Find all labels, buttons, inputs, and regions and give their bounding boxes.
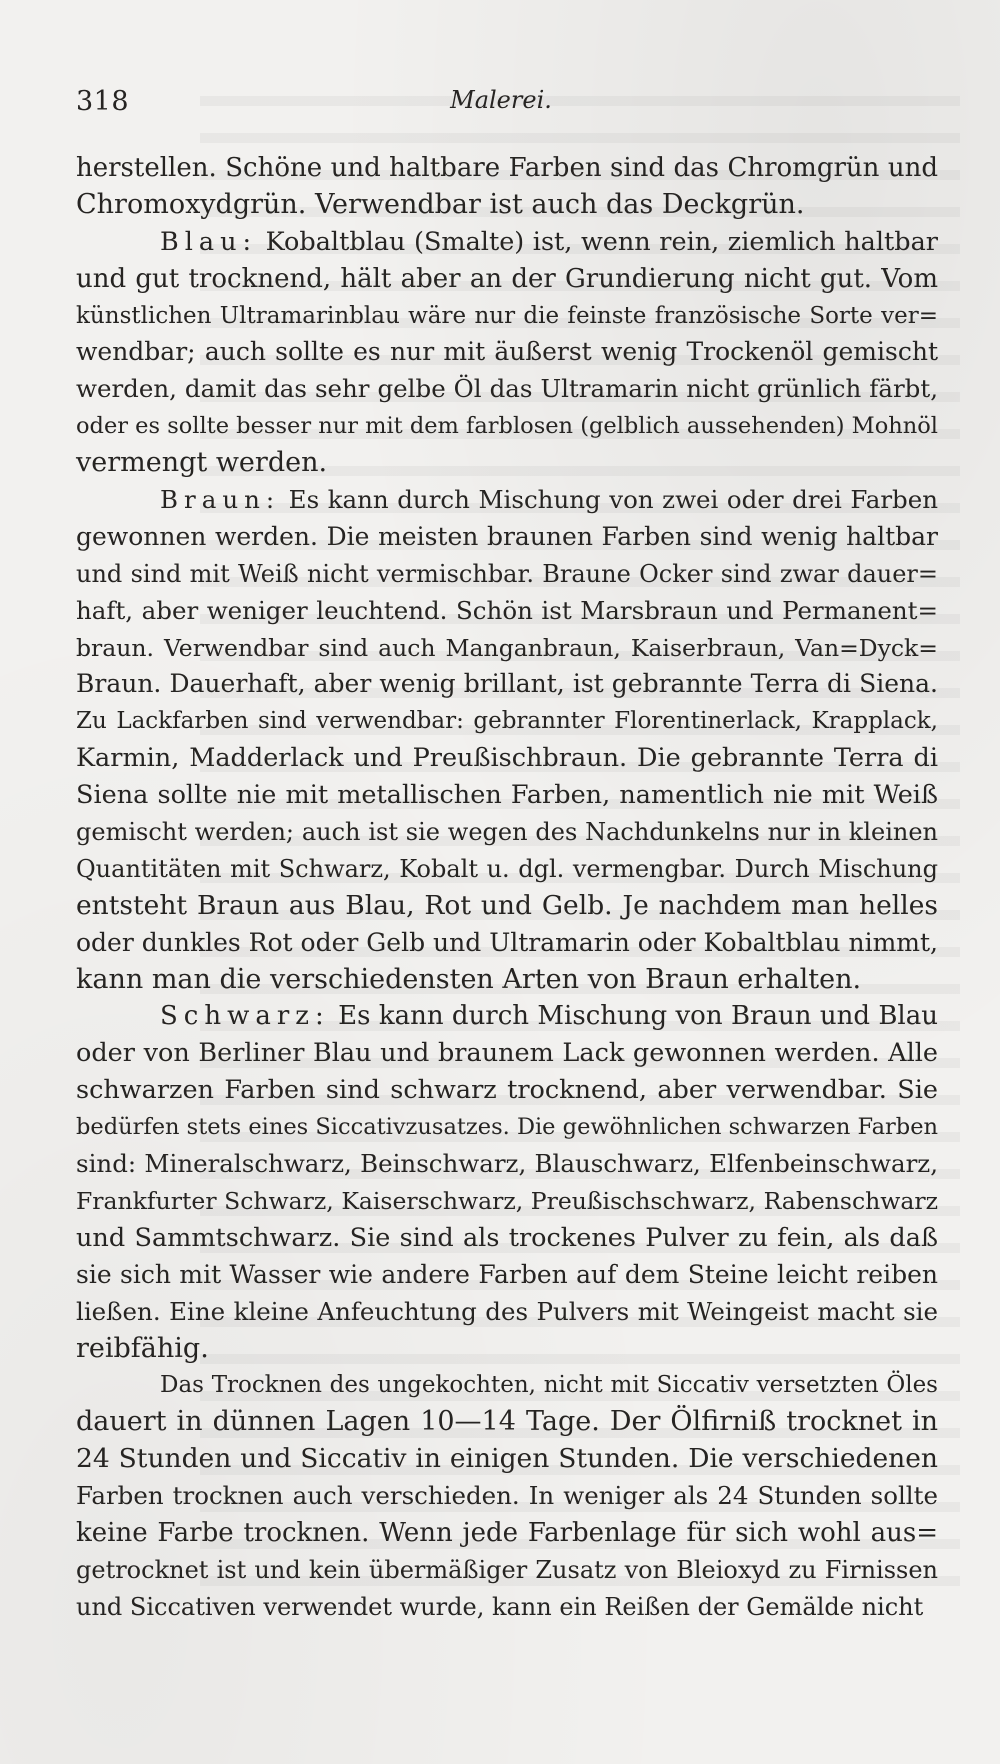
text-line <box>76 1220 938 1257</box>
line-text: Quantitäten mit Schwarz, Kobalt u. dgl. vermengbar. Durch Mischung <box>76 854 938 883</box>
line-text: gewonnen werden. Die meisten braunen Farben sind wenig haltbar <box>76 521 938 551</box>
line-text: kann man die verschiedensten Arten von Braun erhalten. <box>76 963 862 995</box>
paragraph <box>76 998 938 1367</box>
line-text: Farben trocknen auch verschieden. In weniger als 24 Stunden sollte <box>76 1481 938 1511</box>
text-line <box>76 851 938 888</box>
line-text: Es kann durch Mischung von Braun und Blau <box>329 1001 938 1032</box>
text-line <box>76 1515 938 1552</box>
text-line <box>76 334 938 371</box>
line-text: Braun. Dauerhaft, aber wenig brillant, ist gebrannte Terra di Siena. <box>76 669 938 699</box>
page-header <box>76 86 926 122</box>
text-line <box>76 556 938 593</box>
paragraph <box>76 1367 938 1625</box>
line-text: dauert in dünnen Lagen 10—14 Tage. Der Ölfirniß trocknet in <box>76 1406 938 1438</box>
text-line <box>76 1441 938 1478</box>
line-text: künstlichen Ultramarinblau wäre nur die feinste französische Sorte ver= <box>76 302 938 329</box>
page-number: 318 <box>76 86 130 117</box>
line-text: Frankfurter Schwarz, Kaiserschwarz, Preußischschwarz, Rabenschwarz <box>76 1186 938 1215</box>
line-text: oder dunkles Rot oder Gelb und Ultramarin oder Kobaltblau nimmt, <box>76 927 938 957</box>
line-text: reibfähig. <box>76 1332 209 1364</box>
text-line <box>76 150 938 187</box>
text-line <box>76 814 938 851</box>
text-line <box>76 482 938 519</box>
text-line <box>76 703 938 740</box>
text-line <box>76 1294 938 1331</box>
line-text: braun. Verwendbar sind auch Manganbraun, Kaiserbraun, Van=Dyck= <box>76 633 938 662</box>
text-line <box>76 1589 938 1626</box>
line-text: keine Farbe trocknen. Wenn jede Farbenlage für sich wohl aus= <box>76 1517 938 1548</box>
text-line <box>76 1478 938 1515</box>
text-line <box>76 1331 938 1368</box>
line-text: wendbar; auch sollte es nur mit äußerst wenig Trockenöl gemischt <box>76 337 938 367</box>
line-text: sind: Mineralschwarz, Beinschwarz, Blauschwarz, Elfenbeinschwarz, <box>76 1149 938 1179</box>
line-text: und sind mit Weiß nicht vermischbar. Braune Ocker sind zwar dauer= <box>76 559 938 588</box>
line-text: herstellen. Schöne und haltbare Farben sind das Chromgrün und <box>76 153 938 183</box>
text-line <box>76 1072 938 1109</box>
running-title: Malerei. <box>450 86 552 114</box>
line-text: Karmin, Madderlack und Preußischbraun. Die gebrannte Terra di <box>76 743 938 774</box>
line-text: werden, damit das sehr gelbe Öl das Ultramarin nicht grünlich färbt, <box>76 374 938 404</box>
line-text: oder es sollte besser nur mit dem farblosen (gelblich aussehenden) Mohnöl <box>76 413 938 440</box>
line-text: 24 Stunden und Siccativ in einigen Stunden. Die verschiedenen <box>76 1443 938 1475</box>
text-line <box>76 1367 938 1404</box>
text-line <box>76 925 938 962</box>
line-text: entsteht Braun aus Blau, Rot und Gelb. Je nachdem man helles <box>76 889 938 921</box>
text-line <box>76 1404 938 1441</box>
line-text: getrocknet ist und kein übermäßiger Zusatz von Bleioxyd zu Firnissen <box>76 1555 938 1584</box>
line-text: und gut trocknend, hält aber an der Grundierung nicht gut. Vom <box>76 263 938 294</box>
line-text: und Siccativen verwendet wurde, kann ein Reißen der Gemälde nicht <box>76 1592 924 1621</box>
text-line <box>76 298 938 335</box>
text-line <box>76 1035 938 1072</box>
text-line <box>76 888 938 925</box>
line-text: vermengt werden. <box>76 447 328 479</box>
line-text: haft, aber weniger leuchtend. Schön ist Marsbraun und Permanent= <box>76 595 938 625</box>
paragraph <box>76 150 938 224</box>
text-line <box>76 630 938 667</box>
text-line <box>76 408 938 445</box>
text-line <box>76 740 938 777</box>
line-text: ließen. Eine kleine Anfeuchtung des Pulvers mit Weingeist macht sie <box>76 1296 938 1326</box>
text-line <box>76 519 938 556</box>
text-line <box>76 998 938 1035</box>
line-text: Es kann durch Mischung von zwei oder drei Farben <box>280 485 938 515</box>
text-line <box>76 1146 938 1183</box>
text-line <box>76 777 938 814</box>
line-text: oder von Berliner Blau und braunem Lack gewonnen werden. Alle <box>76 1038 938 1069</box>
line-text: sie sich mit Wasser wie andere Farben auf dem Steine leicht reiben <box>76 1259 938 1289</box>
section-lead-term: Blau: <box>160 226 258 257</box>
text-line <box>76 261 938 298</box>
body-text <box>76 150 938 1626</box>
section-lead-term: Schwarz: <box>160 1001 330 1032</box>
text-line <box>76 371 938 408</box>
line-text: Zu Lackfarben sind verwendbar: gebrannter Florentinerlack, Krapplack, <box>76 708 938 735</box>
line-text: Chromoxydgrün. Verwendbar ist auch das Deckgrün. <box>76 188 805 220</box>
line-text: gemischt werden; auch ist sie wegen des Nachdunkelns nur in kleinen <box>76 818 938 847</box>
section-lead-term: Braun: <box>160 485 281 515</box>
line-text: bedürfen stets eines Siccativzusatzes. Die gewöhnlichen schwarzen Farben <box>76 1114 938 1141</box>
text-line <box>76 1552 938 1589</box>
text-line <box>76 962 938 999</box>
text-line <box>76 1109 938 1146</box>
line-text: Kobaltblau (Smalte) ist, wenn rein, ziemlich haltbar <box>257 226 938 257</box>
text-line <box>76 666 938 703</box>
line-text: und Sammtschwarz. Sie sind als trockenes Pulver zu fein, als daß <box>76 1222 938 1253</box>
line-text: schwarzen Farben sind schwarz trocknend, aber verwendbar. Sie <box>76 1075 938 1106</box>
text-line <box>76 1257 938 1294</box>
paragraph <box>76 224 938 482</box>
text-line <box>76 1183 938 1220</box>
line-text: Siena sollte nie mit metallischen Farben, namentlich nie mit Weiß <box>76 780 938 811</box>
text-line <box>76 445 938 482</box>
text-line <box>76 187 938 224</box>
text-line <box>76 224 938 261</box>
paragraph <box>76 482 938 998</box>
text-line <box>76 593 938 630</box>
line-text: Das Trocknen des ungekochten, nicht mit Siccativ versetzten Öles <box>160 1372 938 1399</box>
